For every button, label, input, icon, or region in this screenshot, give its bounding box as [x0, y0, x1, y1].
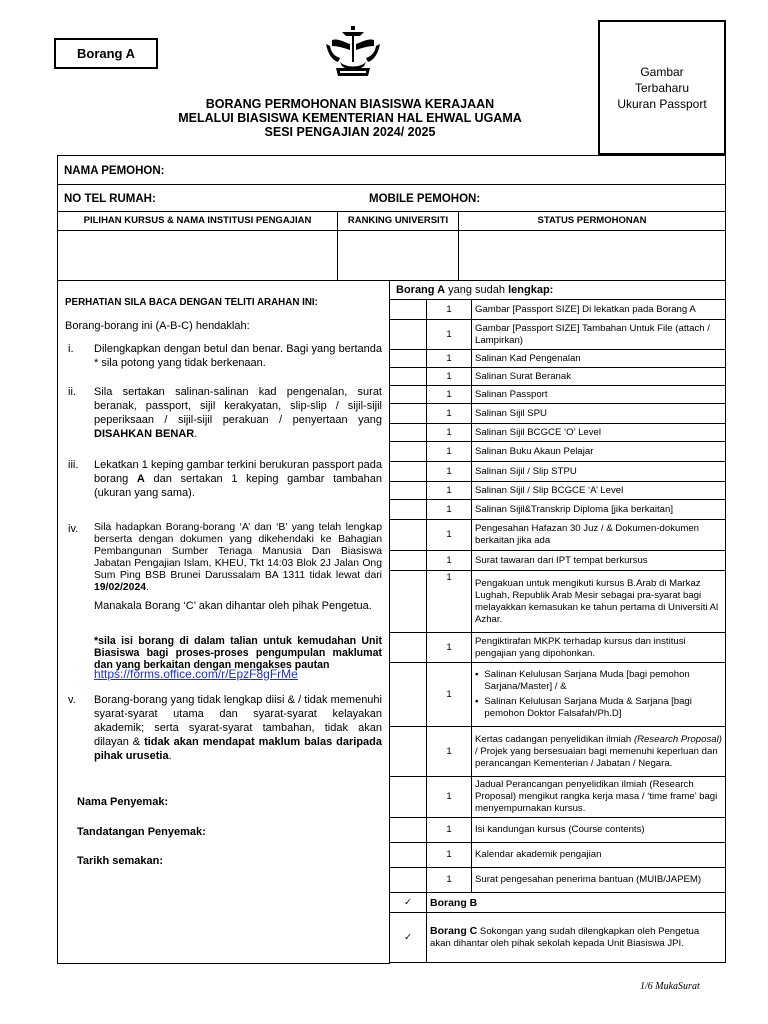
- page-title: [130, 97, 570, 139]
- form-c-note: Manakala Borang ‘C’ akan dihantar oleh pihak Pengetua.: [94, 600, 372, 612]
- item-text: Kertas cadangan penyelidikan ilmiah (Research Proposal) / Projek yang bersesuaian bagi memenuhi keperluan dan perancangan Kementerian / Jabatan / Negara.: [472, 727, 726, 777]
- checkbox-cell[interactable]: [390, 462, 427, 482]
- course-input[interactable]: [57, 230, 338, 281]
- tel-row[interactable]: [57, 184, 726, 212]
- checklist-row: [390, 442, 726, 462]
- checklist-row: [390, 462, 726, 482]
- check-date-label: Tarikh semakan:: [77, 855, 164, 867]
- item-count: 1: [427, 868, 472, 893]
- photo-label: Terbaharu: [634, 81, 690, 95]
- checkbox-cell[interactable]: [390, 500, 427, 520]
- item-count: 1: [427, 633, 472, 663]
- checkbox-cell[interactable]: [390, 404, 427, 424]
- item-count: 1: [427, 663, 472, 727]
- item-count: 1: [427, 424, 472, 442]
- title-line: BORANG PERMOHONAN BIASISWA KERAJAAN: [205, 97, 495, 111]
- checkbox-cell[interactable]: [390, 320, 427, 350]
- checklist-row: [390, 320, 726, 350]
- item-text: Pengiktirafan MKPK terhadap kursus dan institusi pengajian yang dipohonkan.: [472, 633, 726, 663]
- checklist-header: Borang A yang sudah lengkap:: [389, 280, 726, 300]
- checkbox-cell[interactable]: [390, 442, 427, 462]
- checkbox-cell[interactable]: [390, 868, 427, 893]
- item-count: 1: [427, 442, 472, 462]
- title-line: SESI PENGAJIAN 2024/ 2025: [264, 125, 436, 139]
- item-count: 1: [427, 368, 472, 386]
- item-number: iii.: [68, 459, 79, 471]
- item-text: Salinan Sijil BCGCE ‘O’ Level: [472, 424, 726, 442]
- col-course-header: PILIHAN KURSUS & NAMA INSTITUSI PENGAJIAN: [57, 211, 338, 231]
- item-number: i.: [68, 343, 74, 355]
- item-text: Pengesahan Hafazan 30 Juz / & Dokumen-dokumen berkaitan jika ada: [472, 520, 726, 551]
- item-count: 1: [427, 482, 472, 500]
- checkbox-cell[interactable]: [390, 663, 427, 727]
- instruction-item: Sila sertakan salinan-salinan kad pengenalan, surat beranak, passport, sijil kerakyatan, slip-slip / sijil-sijil peperiksaan / sijil-sijil perakuan / penyertaan yang DISAHKAN BENAR.: [94, 386, 382, 440]
- photo-label: Gambar: [640, 65, 684, 79]
- item-number: ii.: [68, 386, 76, 398]
- item-text: Isi kandungan kursus (Course contents): [472, 818, 726, 843]
- instruction-item: Sila hadapkan Borang-borang ‘A’ dan ‘B’ yang telah lengkap berserta dengan dokumen yang dikehendaki ke Bahagian Pembangunan Sumber Tenaga Manusia Dan Biasiswa Jabatan Pengajian Islam, KHEU, Tkt 14:03 Blok 2J Jalan Ong Sum Ping BSB Brunei Darussalam BA 1311 tidak lewat dari 19/02/2024.: [94, 522, 382, 593]
- photo-box: [598, 20, 726, 155]
- checklist-table: [389, 299, 726, 963]
- photo-label: Ukuran Passport: [617, 97, 707, 111]
- checkbox-cell[interactable]: [390, 386, 427, 404]
- ranking-input[interactable]: [337, 230, 459, 281]
- item-text: Pengakuan untuk mengikuti kursus B.Arab di Markaz Lughah, Republik Arab Mesir sebagai pra-syarat bagi melayakkan kemasukan ke tahun pertama di Universiti Al Azhar.: [472, 571, 726, 633]
- item-count: 1: [427, 777, 472, 818]
- item-count: 1: [427, 500, 472, 520]
- checklist-row: [390, 727, 726, 777]
- instructions-heading: PERHATIAN SILA BACA DENGAN TELITI ARAHAN INI:: [65, 297, 318, 308]
- instructions-intro: Borang-borang ini (A-B-C) hendaklah:: [65, 320, 250, 332]
- home-tel-label: NO TEL RUMAH:: [64, 193, 156, 205]
- item-text: Gambar [Passport SIZE] Di lekatkan pada Borang A: [472, 300, 726, 320]
- col-ranking-header: RANKING UNIVERSITI: [337, 211, 459, 231]
- item-count: 1: [427, 404, 472, 424]
- checkmark-icon[interactable]: ✓: [390, 913, 427, 963]
- checkbox-cell[interactable]: [390, 424, 427, 442]
- item-count: 1: [427, 320, 472, 350]
- online-note: *sila isi borang di dalam talian untuk kemudahan Unit Biasiswa bagi proses-proses pengumpulan maklumat dan yang berkaitan dengan mengakses pautan: [94, 635, 382, 671]
- item-text: Salinan Sijil SPU: [472, 404, 726, 424]
- item-count: 1: [427, 300, 472, 320]
- title-line: MELALUI BIASISWA KEMENTERIAN HAL EHWAL UGAMA: [178, 111, 522, 125]
- checklist-row: [390, 633, 726, 663]
- checkbox-cell[interactable]: [390, 300, 427, 320]
- form-link[interactable]: https://forms.office.com/r/EpzF8gFrMe: [94, 667, 298, 681]
- form-label: Borang A: [54, 38, 158, 69]
- checklist-row: [390, 868, 726, 893]
- instruction-item: Borang-borang yang tidak lengkap diisi & / tidak memenuhi syarat-syarat utama dan syarat-syarat kelayakan akademik; serta syarat-syarat tambahan, tidak akan dilayan & tidak akan mendapat maklum balas daripada pihak urusetia.: [94, 694, 382, 762]
- item-count: 1: [427, 520, 472, 551]
- checker-name-label: Nama Penyemak:: [77, 796, 169, 808]
- item-text: Surat tawaran dari IPT tempat berkursus: [472, 551, 726, 571]
- item-text: Salinan Surat Beranak: [472, 368, 726, 386]
- item-text: Salinan Sijil / Slip BCGCE ‘A’ Level: [472, 482, 726, 500]
- checklist-row: [390, 404, 726, 424]
- borang-b-row: [390, 893, 726, 913]
- borang-c-text: Borang C Sokongan yang sudah dilengkapkan oleh Pengetua akan dihantar oleh pihak sekolah kepada Unit Biasiswa JPI.: [427, 913, 726, 963]
- checkbox-cell[interactable]: [390, 818, 427, 843]
- borang-b-label: Borang B: [427, 893, 726, 913]
- page-number: 1/6 MukaSurat: [640, 981, 700, 992]
- checklist-row: [390, 777, 726, 818]
- item-text: Salinan Kad Pengenalan: [472, 350, 726, 368]
- item-count: 1: [427, 350, 472, 368]
- checklist-row: [390, 571, 726, 633]
- item-text: Jadual Perancangan penyelidikan ilmiah (Research Proposal) mengikut rangka kerja masa / ‘time frame’ bagi menyempurnakan kursus.: [472, 777, 726, 818]
- checkbox-cell[interactable]: [390, 777, 427, 818]
- item-count: 1: [427, 843, 472, 868]
- checkmark-icon[interactable]: ✓: [390, 893, 427, 913]
- bullet-item: ▪ Salinan Kelulusan Sarjana Muda [bagi pemohon Sarjana/Master] / &: [475, 669, 722, 693]
- checkbox-cell[interactable]: [390, 350, 427, 368]
- checkbox-cell[interactable]: [390, 551, 427, 571]
- item-count: 1: [427, 727, 472, 777]
- item-text: Salinan Sijil&Transkrip Diploma [jika berkaitan]: [472, 500, 726, 520]
- checklist-row: [390, 368, 726, 386]
- item-count: 1: [427, 462, 472, 482]
- checkbox-cell[interactable]: [390, 843, 427, 868]
- checklist-row: [390, 424, 726, 442]
- bullet-item: ▪ Salinan Kelulusan Sarjana Muda & Sarjana [bagi pemohon Doktor Falsafah/Ph.D]: [475, 696, 722, 720]
- checkbox-cell[interactable]: [390, 368, 427, 386]
- checklist-row: [390, 482, 726, 500]
- checkbox-cell[interactable]: [390, 520, 427, 551]
- checklist-row: [390, 551, 726, 571]
- item-text: Gambar [Passport SIZE] Tambahan Untuk File (attach / Lampirkan): [472, 320, 726, 350]
- checkbox-cell[interactable]: [390, 482, 427, 500]
- item-text: Salinan Buku Akaun Pelajar: [472, 442, 726, 462]
- checklist-row: [390, 350, 726, 368]
- checklist-row: [390, 386, 726, 404]
- col-status-header: STATUS PERMOHONAN: [458, 211, 726, 231]
- mobile-label: MOBILE PEMOHON:: [369, 193, 481, 205]
- item-text: Surat pengesahan penerima bantuan (MUIB/JAPEM): [472, 868, 726, 893]
- checklist-row: [390, 843, 726, 868]
- instruction-item: Dilengkapkan dengan betul dan benar. Bagi yang bertanda * sila potong yang tidak berkenaan.: [94, 343, 382, 369]
- item-text: Salinan Passport: [472, 386, 726, 404]
- item-count: 1: [427, 386, 472, 404]
- item-text: [472, 663, 726, 727]
- checklist-row: [390, 300, 726, 320]
- item-number: iv.: [68, 523, 79, 535]
- item-count: 1: [427, 571, 472, 633]
- checkbox-cell[interactable]: [390, 571, 427, 633]
- name-label: NAMA PEMOHON:: [64, 165, 165, 177]
- checklist-row: [390, 663, 726, 727]
- name-row[interactable]: [57, 155, 726, 185]
- status-input[interactable]: [458, 230, 726, 281]
- checker-signature-label: Tandatangan Penyemak:: [77, 826, 206, 838]
- checklist-row: [390, 520, 726, 551]
- instruction-item: Lekatkan 1 keping gambar terkini berukuran passport pada borang A dan sertakan 1 keping gambar tambahan (ukuran yang sama).: [94, 459, 382, 499]
- checkbox-cell[interactable]: [390, 727, 427, 777]
- item-text: Kalendar akademik pengajian: [472, 843, 726, 868]
- checkbox-cell[interactable]: [390, 633, 427, 663]
- item-count: 1: [427, 818, 472, 843]
- borang-c-row: [390, 913, 726, 963]
- checklist-row: [390, 500, 726, 520]
- checklist-row: [390, 818, 726, 843]
- item-number: v.: [68, 694, 76, 706]
- brunei-crest-icon: [322, 24, 384, 80]
- item-count: 1: [427, 551, 472, 571]
- item-text: Salinan Sijil / Slip STPU: [472, 462, 726, 482]
